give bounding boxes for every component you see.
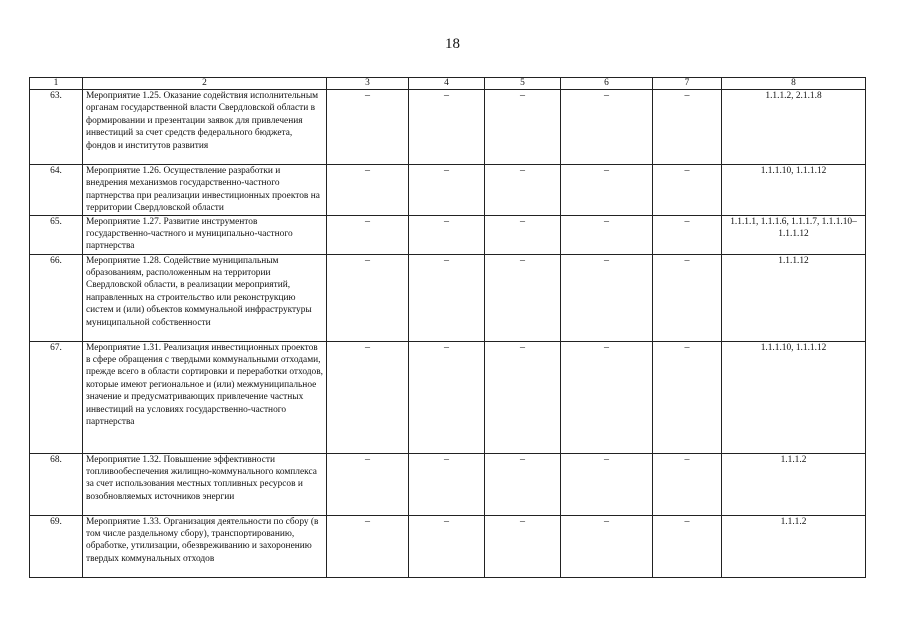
header-col-4: 4 [409,78,485,90]
header-col-7: 7 [653,78,722,90]
measure-description: Мероприятие 1.25. Оказание содействия исполнительным органам государственной власти Свердловской области в формировании и презентации заявок для привлечения инвестиций за счет средств федерального бюджета, фондов и институтов развития [83,90,327,165]
measure-description: Мероприятие 1.27. Развитие инструментов государственно-частного и муниципально-частного партнерства [83,215,327,254]
row-number: 69. [30,515,83,577]
header-row [30,78,866,90]
cell-col-7: – [653,215,722,254]
cell-col-4: – [409,215,485,254]
cell-col-5: – [485,165,561,216]
header-col-5: 5 [485,78,561,90]
cell-col-6: – [561,215,653,254]
cell-col-7: – [653,254,722,341]
cell-col-7: – [653,90,722,165]
header-col-2: 2 [83,78,327,90]
measure-description: Мероприятие 1.31. Реализация инвестиционных проектов в сфере обращения с твердыми коммунальными отходами, прежде всего в области сортировки и переработки отходов, которые имеют региональное и (или) межмуниципальное значение и предусматривающих привлечение частных инвестиций на условиях государственно-частного партнерства [83,341,327,453]
table-row [30,254,866,341]
header-col-3: 3 [327,78,409,90]
cell-col-4: – [409,515,485,577]
cell-col-3: – [327,215,409,254]
indicator-codes: 1.1.1.2 [722,515,866,577]
indicator-codes: 1.1.1.2, 2.1.1.8 [722,90,866,165]
cell-col-6: – [561,453,653,515]
cell-col-3: – [327,90,409,165]
cell-col-6: – [561,341,653,453]
cell-col-4: – [409,90,485,165]
cell-col-5: – [485,90,561,165]
cell-col-5: – [485,215,561,254]
cell-col-3: – [327,453,409,515]
cell-col-3: – [327,165,409,216]
row-number: 65. [30,215,83,254]
measure-description: Мероприятие 1.33. Организация деятельности по сбору (в том числе раздельному сбору), транспортированию, обработке, утилизации, обезвреживанию и захоронению твердых коммунальных отходов [83,515,327,577]
cell-col-3: – [327,341,409,453]
table-row [30,341,866,453]
page-number: 18 [445,36,460,52]
table-row [30,165,866,216]
cell-col-4: – [409,254,485,341]
cell-col-7: – [653,341,722,453]
header-col-1: 1 [30,78,83,90]
header-col-8: 8 [722,78,866,90]
row-number: 68. [30,453,83,515]
cell-col-6: – [561,90,653,165]
cell-col-3: – [327,254,409,341]
measure-description: Мероприятие 1.32. Повышение эффективности топливообеспечения жилищно-коммунального комплекса за счет использования местных топливных ресурсов и возобновляемых источников энергии [83,453,327,515]
cell-col-4: – [409,341,485,453]
cell-col-6: – [561,515,653,577]
cell-col-4: – [409,453,485,515]
cell-col-4: – [409,165,485,216]
indicator-codes: 1.1.1.2 [722,453,866,515]
row-number: 66. [30,254,83,341]
measures-table [29,77,866,578]
measure-description: Мероприятие 1.26. Осуществление разработки и внедрения механизмов государственно-частного партнерства при реализации инвестиционных проектов на территории Свердловской области [83,165,327,216]
table-row [30,515,866,577]
cell-col-5: – [485,341,561,453]
cell-col-5: – [485,254,561,341]
table-row [30,215,866,254]
cell-col-6: – [561,254,653,341]
cell-col-7: – [653,515,722,577]
row-number: 63. [30,90,83,165]
cell-col-7: – [653,453,722,515]
indicator-codes: 1.1.1.1, 1.1.1.6, 1.1.1.7, 1.1.1.10–1.1.1.12 [722,215,866,254]
table-row [30,90,866,165]
row-number: 64. [30,165,83,216]
measure-description: Мероприятие 1.28. Содействие муниципальным образованиям, расположенным на территории Свердловской области, в реализации мероприятий, направленных на строительство или реконструкцию систем и (или) объектов коммунальной инфраструктуры муниципальной собственности [83,254,327,341]
indicator-codes: 1.1.1.10, 1.1.1.12 [722,165,866,216]
row-number: 67. [30,341,83,453]
cell-col-5: – [485,515,561,577]
cell-col-6: – [561,165,653,216]
table-row [30,453,866,515]
header-col-6: 6 [561,78,653,90]
indicator-codes: 1.1.1.10, 1.1.1.12 [722,341,866,453]
indicator-codes: 1.1.1.12 [722,254,866,341]
cell-col-5: – [485,453,561,515]
cell-col-3: – [327,515,409,577]
cell-col-7: – [653,165,722,216]
